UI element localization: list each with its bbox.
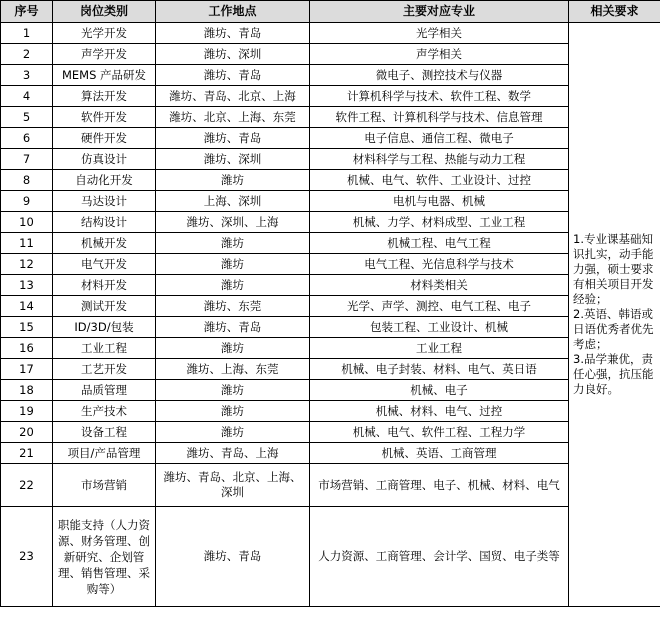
row-majors: 材料科学与工程、热能与动力工程 — [310, 149, 569, 170]
row-no: 13 — [1, 275, 53, 296]
row-majors: 人力资源、工商管理、会计学、国贸、电子类等 — [310, 507, 569, 607]
row-no: 19 — [1, 401, 53, 422]
table-row — [1, 443, 660, 464]
row-majors: 电子信息、通信工程、微电子 — [310, 128, 569, 149]
table-row — [1, 359, 660, 380]
row-category: 设备工程 — [53, 422, 156, 443]
row-no: 18 — [1, 380, 53, 401]
row-no: 2 — [1, 44, 53, 65]
row-majors: 微电子、测控技术与仪器 — [310, 65, 569, 86]
row-no: 20 — [1, 422, 53, 443]
row-no: 14 — [1, 296, 53, 317]
row-location: 上海、深圳 — [156, 191, 310, 212]
row-location: 潍坊、东莞 — [156, 296, 310, 317]
table-row — [1, 507, 660, 607]
row-majors: 材料类相关 — [310, 275, 569, 296]
row-no: 21 — [1, 443, 53, 464]
requirement-item: 2.英语、韩语或日语优秀者优先考虑； — [573, 307, 654, 351]
row-category: 工艺开发 — [53, 359, 156, 380]
row-category: ID/3D/包装 — [53, 317, 156, 338]
row-category: 机械开发 — [53, 233, 156, 254]
row-no: 23 — [1, 507, 53, 607]
header-row — [1, 1, 660, 23]
row-location: 潍坊、北京、上海、东莞 — [156, 107, 310, 128]
row-category: 软件开发 — [53, 107, 156, 128]
requirement-item: 1.专业课基础知识扎实，动手能力强，硕士要求有相关项目开发经验； — [573, 232, 654, 306]
row-location: 潍坊、青岛 — [156, 128, 310, 149]
row-location: 潍坊、深圳、上海 — [156, 212, 310, 233]
row-category: 材料开发 — [53, 275, 156, 296]
row-category: 市场营销 — [53, 464, 156, 507]
row-location: 潍坊、深圳 — [156, 44, 310, 65]
row-location: 潍坊、上海、东莞 — [156, 359, 310, 380]
table-row — [1, 338, 660, 359]
row-location: 潍坊、青岛、北京、上海、深圳 — [156, 464, 310, 507]
row-majors: 机械、电子封装、材料、电气、英日语 — [310, 359, 569, 380]
row-category: 测试开发 — [53, 296, 156, 317]
table-row — [1, 296, 660, 317]
row-no: 15 — [1, 317, 53, 338]
row-category: 结构设计 — [53, 212, 156, 233]
row-majors: 机械、电气、软件、工业设计、过控 — [310, 170, 569, 191]
row-location: 潍坊、青岛 — [156, 317, 310, 338]
row-no: 6 — [1, 128, 53, 149]
row-no: 7 — [1, 149, 53, 170]
row-no: 12 — [1, 254, 53, 275]
row-category: 自动化开发 — [53, 170, 156, 191]
table-row — [1, 44, 660, 65]
row-majors: 计算机科学与技术、软件工程、数学 — [310, 86, 569, 107]
row-no: 10 — [1, 212, 53, 233]
row-no: 11 — [1, 233, 53, 254]
row-no: 4 — [1, 86, 53, 107]
row-majors: 电机与电器、机械 — [310, 191, 569, 212]
row-majors: 机械、电气、软件工程、工程力学 — [310, 422, 569, 443]
row-majors: 电气工程、光信息科学与技术 — [310, 254, 569, 275]
row-majors: 光学、声学、测控、电气工程、电子 — [310, 296, 569, 317]
row-majors: 机械、英语、工商管理 — [310, 443, 569, 464]
row-no: 1 — [1, 23, 53, 44]
table-row — [1, 170, 660, 191]
row-majors: 包装工程、工业设计、机械 — [310, 317, 569, 338]
table-row — [1, 86, 660, 107]
requirement-item: 3.品学兼优，责任心强，抗压能力良好。 — [573, 352, 654, 396]
row-majors: 声学相关 — [310, 44, 569, 65]
row-location: 潍坊 — [156, 170, 310, 191]
row-category: 职能支持（人力资源、财务管理、创新研究、企划管理、销售管理、采购等） — [53, 507, 156, 607]
row-location: 潍坊 — [156, 380, 310, 401]
row-category: 电气开发 — [53, 254, 156, 275]
row-category: 项目/产品管理 — [53, 443, 156, 464]
row-category: 算法开发 — [53, 86, 156, 107]
header-location: 工作地点 — [156, 1, 310, 23]
row-majors: 光学相关 — [310, 23, 569, 44]
row-location: 潍坊、青岛 — [156, 65, 310, 86]
row-no: 8 — [1, 170, 53, 191]
table-row — [1, 380, 660, 401]
row-category: MEMS 产品研发 — [53, 65, 156, 86]
header-majors: 主要对应专业 — [310, 1, 569, 23]
table-row — [1, 317, 660, 338]
row-no: 5 — [1, 107, 53, 128]
row-category: 生产技术 — [53, 401, 156, 422]
table-row — [1, 107, 660, 128]
row-majors: 市场营销、工商管理、电子、机械、材料、电气 — [310, 464, 569, 507]
row-majors: 机械、材料、电气、过控 — [310, 401, 569, 422]
table-row — [1, 401, 660, 422]
row-category: 仿真设计 — [53, 149, 156, 170]
header-no: 序号 — [1, 1, 53, 23]
table-row — [1, 233, 660, 254]
row-category: 硬件开发 — [53, 128, 156, 149]
table-row — [1, 464, 660, 507]
row-location: 潍坊 — [156, 254, 310, 275]
table-row — [1, 128, 660, 149]
row-category: 声学开发 — [53, 44, 156, 65]
row-majors: 机械、力学、材料成型、工业工程 — [310, 212, 569, 233]
table-row — [1, 149, 660, 170]
row-location: 潍坊 — [156, 275, 310, 296]
row-majors: 工业工程 — [310, 338, 569, 359]
row-majors: 机械工程、电气工程 — [310, 233, 569, 254]
row-location: 潍坊 — [156, 233, 310, 254]
table-row — [1, 422, 660, 443]
table-row — [1, 23, 660, 44]
header-requirements: 相关要求 — [569, 1, 660, 23]
table-row — [1, 254, 660, 275]
table-row — [1, 212, 660, 233]
table-row — [1, 65, 660, 86]
row-category: 工业工程 — [53, 338, 156, 359]
row-majors: 软件工程、计算机科学与技术、信息管理 — [310, 107, 569, 128]
row-no: 9 — [1, 191, 53, 212]
row-category: 光学开发 — [53, 23, 156, 44]
table-row — [1, 191, 660, 212]
row-location: 潍坊 — [156, 401, 310, 422]
row-location: 潍坊、青岛 — [156, 507, 310, 607]
row-location: 潍坊 — [156, 338, 310, 359]
row-location: 潍坊、深圳 — [156, 149, 310, 170]
row-no: 3 — [1, 65, 53, 86]
row-no: 17 — [1, 359, 53, 380]
header-category: 岗位类别 — [53, 1, 156, 23]
table-row — [1, 275, 660, 296]
row-location: 潍坊、青岛、北京、上海 — [156, 86, 310, 107]
row-location: 潍坊 — [156, 422, 310, 443]
row-location: 潍坊、青岛 — [156, 23, 310, 44]
row-majors: 机械、电子 — [310, 380, 569, 401]
row-no: 16 — [1, 338, 53, 359]
row-no: 22 — [1, 464, 53, 507]
row-category: 品质管理 — [53, 380, 156, 401]
row-category: 马达设计 — [53, 191, 156, 212]
requirements-cell — [569, 23, 660, 607]
row-location: 潍坊、青岛、上海 — [156, 443, 310, 464]
